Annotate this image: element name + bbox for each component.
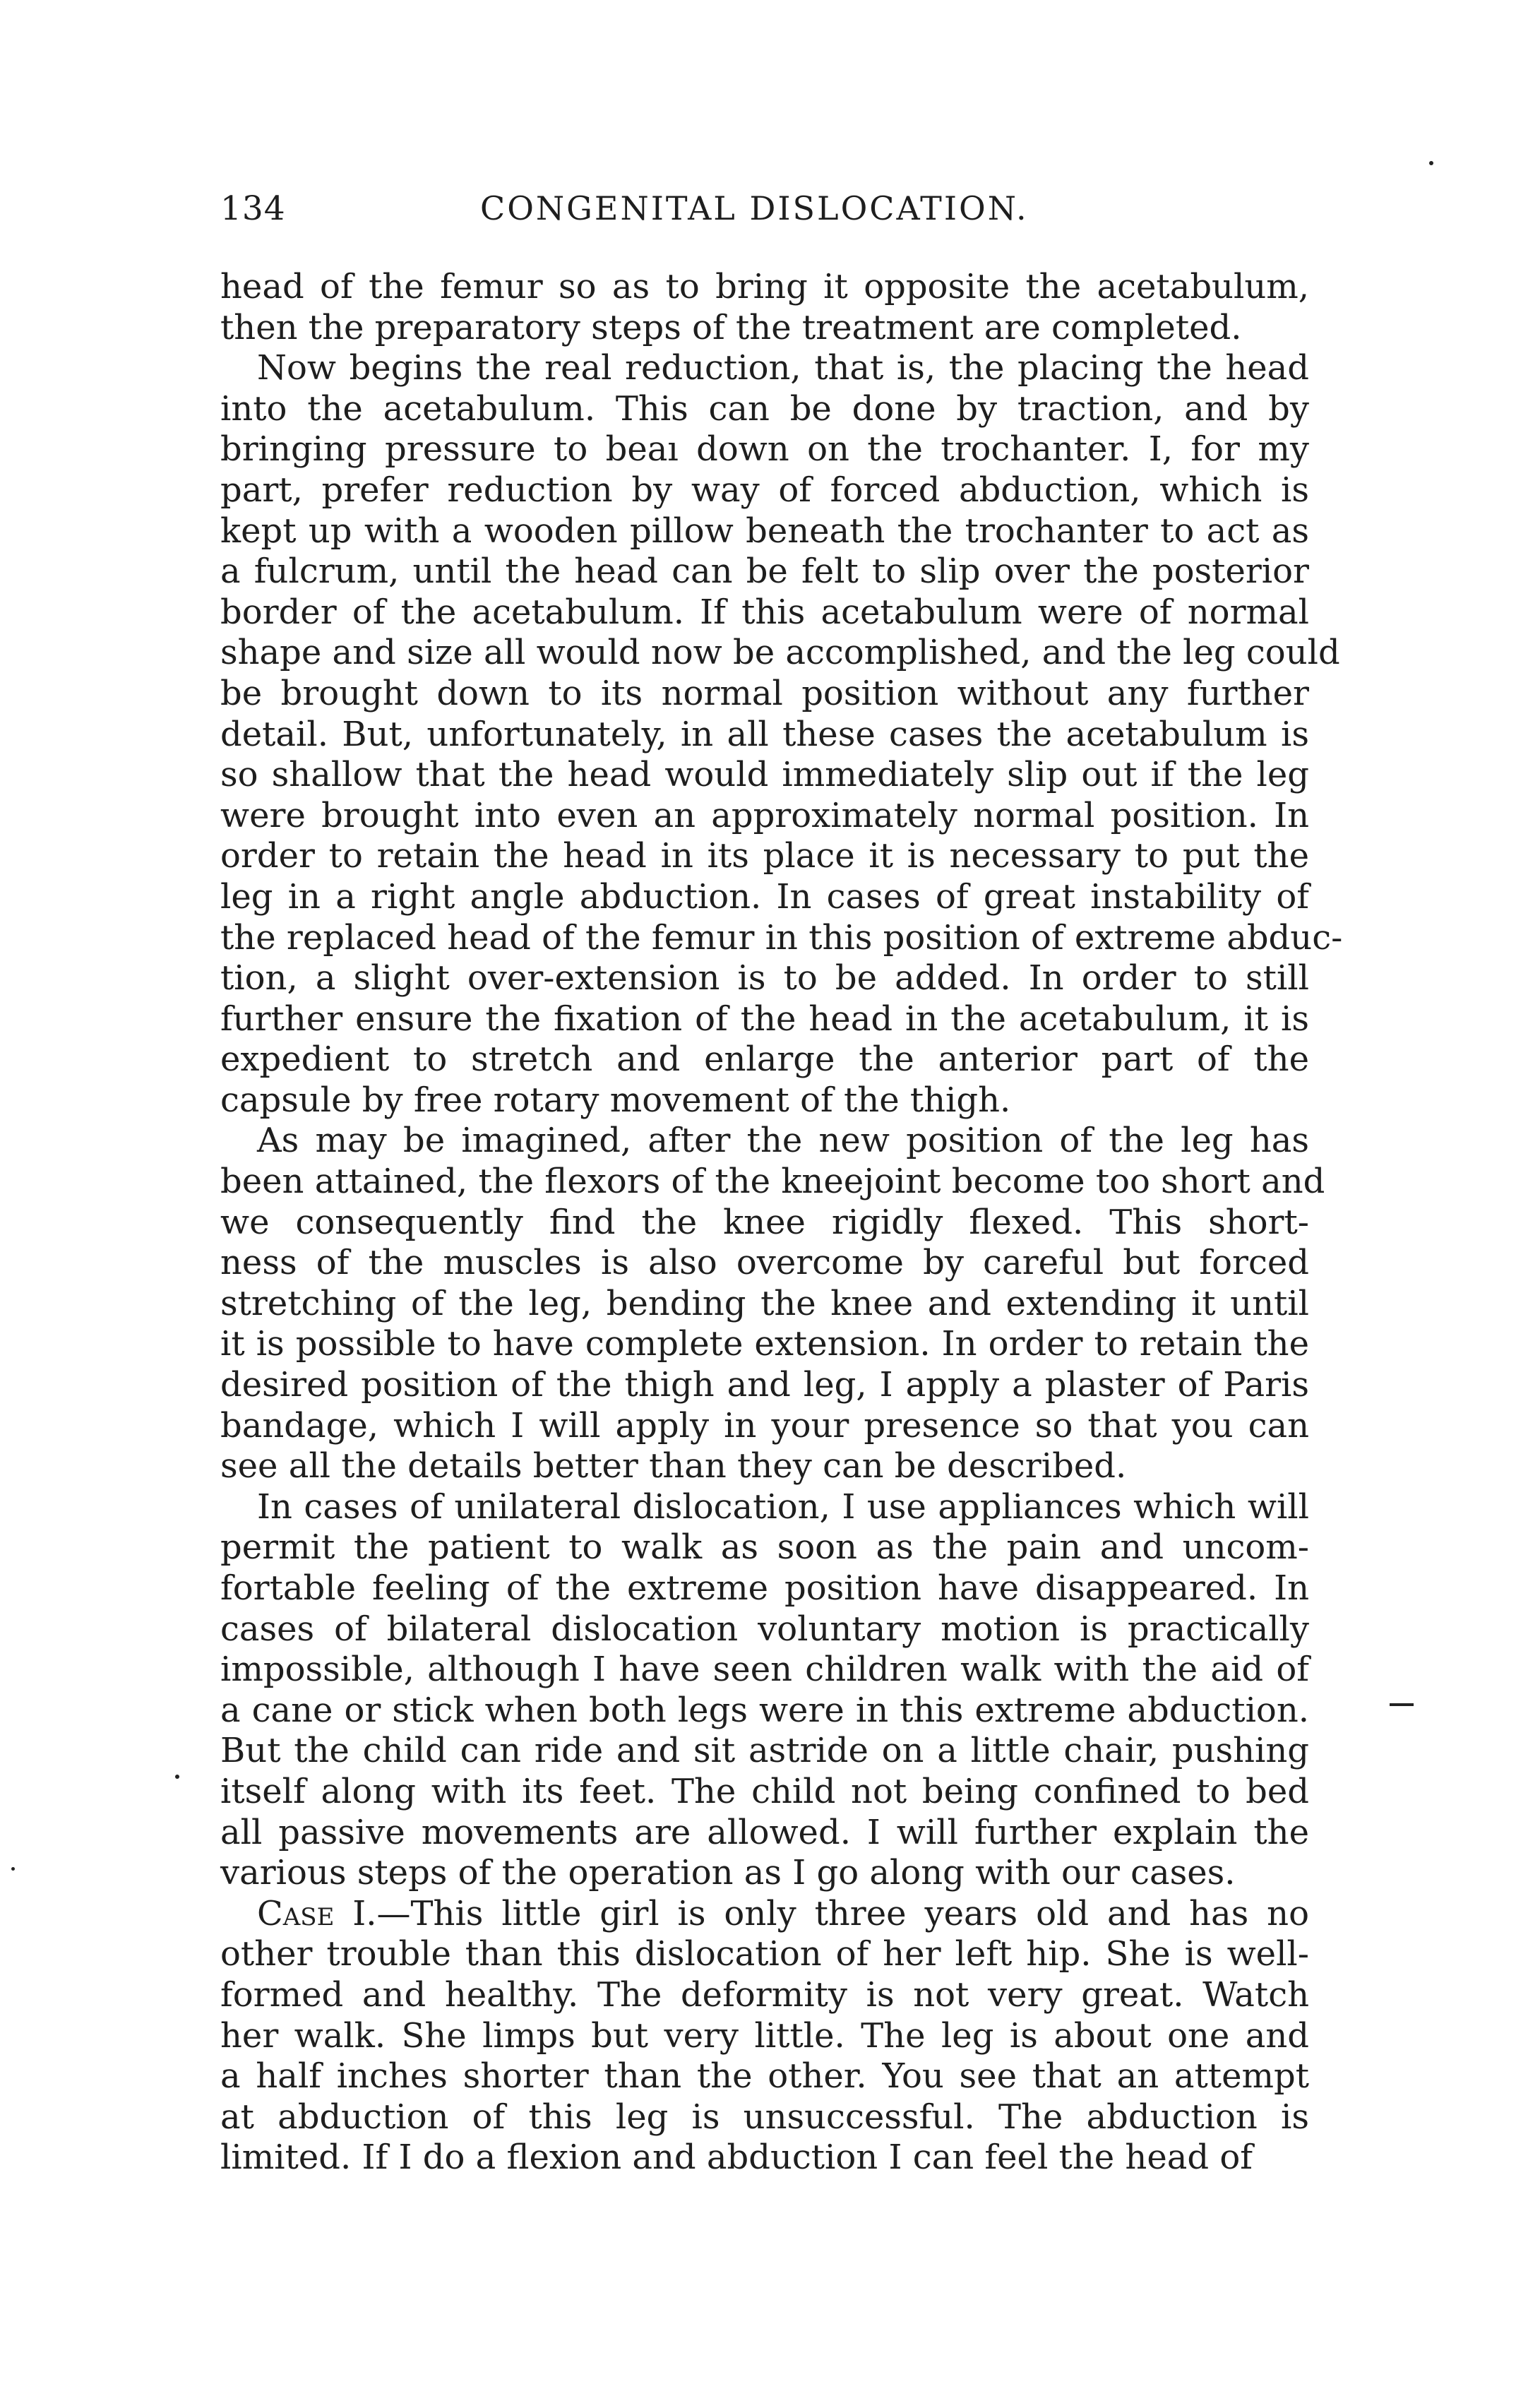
running-head: CONGENITAL DISLOCATION. bbox=[480, 189, 1029, 227]
line-text: border of the acetabulum. If this acetabulum were of normal bbox=[220, 592, 1309, 632]
text-line bbox=[220, 2097, 1309, 2138]
paragraph bbox=[220, 1894, 1309, 2178]
text-line bbox=[220, 470, 1309, 511]
text-line bbox=[220, 917, 1343, 959]
paragraph bbox=[220, 1121, 1325, 1486]
line-text: fortable feeling of the extreme position have disappeared. In bbox=[220, 1568, 1309, 1608]
line-text: see all the details better than they can be described. bbox=[220, 1446, 1127, 1486]
text-line bbox=[220, 2056, 1309, 2097]
text-line bbox=[220, 1080, 1309, 1121]
paragraph bbox=[220, 1487, 1309, 1894]
text-line bbox=[220, 1162, 1325, 1203]
line-text: be brought down to its normal position without any further bbox=[220, 673, 1309, 713]
text-line bbox=[220, 674, 1309, 715]
text-line bbox=[220, 1039, 1309, 1080]
margin-dash-mark bbox=[1390, 1703, 1414, 1706]
line-text: order to retain the head in its place it is necessary to put the bbox=[220, 836, 1309, 876]
text-line bbox=[220, 511, 1309, 552]
line-text: part, prefer reduction by way of forced abduction, which is bbox=[220, 470, 1309, 510]
text-line bbox=[220, 1406, 1309, 1447]
text-line bbox=[220, 715, 1309, 756]
line-text: into the acetabulum. This can be done by traction, and by bbox=[220, 388, 1309, 429]
paragraph bbox=[220, 267, 1309, 348]
text-line bbox=[220, 1121, 1309, 1162]
line-text: desired position of the thigh and leg, I apply a plaster of Paris bbox=[220, 1365, 1309, 1405]
text-line bbox=[220, 633, 1340, 674]
page-number: 134 bbox=[220, 189, 286, 228]
margin-speck bbox=[1429, 161, 1433, 165]
line-text: stretching of the leg, bending the knee and extending it until bbox=[220, 1283, 1309, 1323]
text-line bbox=[220, 796, 1309, 837]
text-line bbox=[220, 1203, 1309, 1244]
line-text: detail. But, unfortunately, in all these cases the acetabulum is bbox=[220, 714, 1309, 754]
line-text: shape and size all would now be accomplished, and the leg could bbox=[220, 633, 1340, 673]
text-line bbox=[220, 1284, 1309, 1325]
line-text: further ensure the fixation of the head in the acetabulum, it is bbox=[220, 999, 1309, 1039]
margin-speck bbox=[11, 1867, 15, 1871]
text-line bbox=[220, 552, 1309, 592]
text-line bbox=[220, 1772, 1309, 1813]
text-line bbox=[220, 1691, 1309, 1732]
text-line bbox=[220, 1527, 1309, 1568]
text-line bbox=[220, 877, 1309, 918]
line-text: expedient to stretch and enlarge the anterior part of the bbox=[220, 1039, 1309, 1080]
line-text: leg in a right angle abduction. In cases of great instability of bbox=[220, 876, 1309, 917]
line-text: ness of the muscles is also overcome by careful but forced bbox=[220, 1243, 1309, 1283]
line-text: a fulcrum, until the head can be felt to slip over the posterior bbox=[220, 552, 1309, 592]
line-text: capsule by free rotary movement of the thigh. bbox=[220, 1080, 1011, 1120]
line-text: Now begins the real reduction, that is, the placing the head bbox=[257, 348, 1309, 388]
text-line bbox=[220, 1487, 1309, 1528]
line-text: other trouble than this dislocation of her left hip. She is well- bbox=[220, 1934, 1309, 1974]
text-line bbox=[220, 1446, 1309, 1487]
text-line bbox=[220, 2138, 1309, 2178]
line-text: In cases of unilateral dislocation, I use appliances which will bbox=[257, 1486, 1309, 1527]
text-line bbox=[220, 267, 1309, 308]
text-line bbox=[220, 429, 1309, 470]
line-text: at abduction of this leg is unsuccessful. The abduction is bbox=[220, 2097, 1309, 2137]
paragraph bbox=[220, 348, 1343, 1121]
text-line bbox=[220, 836, 1309, 877]
line-text: permit the patient to walk as soon as the pain and uncom- bbox=[220, 1527, 1309, 1568]
body-text bbox=[220, 267, 1343, 2178]
line-text: various steps of the operation as I go along with our cases. bbox=[220, 1853, 1236, 1893]
line-text: were brought into even an approximately normal position. In bbox=[220, 795, 1309, 835]
text-line bbox=[220, 755, 1309, 796]
line-text: all passive movements are allowed. I will further explain the bbox=[220, 1812, 1309, 1852]
text-line bbox=[220, 389, 1309, 430]
text-line bbox=[220, 2016, 1309, 2057]
line-text: head of the femur so as to bring it opposite the acetabulum, bbox=[220, 267, 1309, 306]
text-line bbox=[220, 308, 1309, 349]
line-text: it is possible to have complete extension. In order to retain the bbox=[220, 1324, 1309, 1364]
line-text: been attained, the flexors of the kneejoint become too short and bbox=[220, 1162, 1325, 1202]
margin-speck bbox=[175, 1775, 179, 1779]
line-text: the replaced head of the femur in this position of extreme abduc- bbox=[220, 917, 1343, 958]
text-line bbox=[220, 1609, 1309, 1650]
line-text: But the child can ride and sit astride on a little chair, pushing bbox=[220, 1731, 1309, 1771]
line-text: formed and healthy. The deformity is not very great. Watch bbox=[220, 1974, 1309, 2015]
line-text: we consequently find the knee rigidly flexed. This short- bbox=[220, 1202, 1309, 1242]
text-line bbox=[220, 348, 1309, 389]
line-text: her walk. She limps but very little. The leg is about one and bbox=[220, 2015, 1309, 2056]
line-text: —This little girl is only three years old and has no bbox=[376, 1893, 1309, 1933]
line-text: cases of bilateral dislocation voluntary motion is practically bbox=[220, 1609, 1309, 1649]
line-text: a half inches shorter than the other. You see that an attempt bbox=[220, 2056, 1309, 2097]
line-text: itself along with its feet. The child not being confined to bed bbox=[220, 1771, 1309, 1811]
line-text: so shallow that the head would immediately slip out if the leg bbox=[220, 755, 1309, 795]
case-label: Case I. bbox=[257, 1893, 377, 1933]
text-line bbox=[220, 1813, 1309, 1854]
text-line bbox=[220, 1568, 1309, 1609]
line-text: bringing pressure to beaı down on the trochanter. I, for my bbox=[220, 429, 1309, 470]
text-line bbox=[220, 1853, 1309, 1894]
line-text: impossible, although I have seen children walk with the aid of bbox=[220, 1650, 1309, 1690]
text-line bbox=[220, 1324, 1309, 1365]
text-line bbox=[220, 1365, 1309, 1406]
text-line bbox=[220, 958, 1309, 999]
line-text: kept up with a wooden pillow beneath the trochanter to act as bbox=[220, 511, 1309, 551]
line-text: a cane or stick when both legs were in this extreme abduction. bbox=[220, 1690, 1309, 1730]
text-line bbox=[220, 1243, 1309, 1284]
text-line bbox=[220, 1934, 1309, 1975]
text-line bbox=[220, 1650, 1309, 1691]
text-line bbox=[220, 1975, 1309, 2016]
text-line bbox=[220, 592, 1309, 633]
text-line bbox=[220, 1894, 1309, 1935]
line-text: then the preparatory steps of the treatment are completed. bbox=[220, 307, 1242, 347]
page-header bbox=[220, 189, 1308, 246]
line-text: limited. If I do a flexion and abduction I can feel the head of bbox=[220, 2138, 1253, 2178]
line-text: As may be imagined, after the new position of the leg has bbox=[257, 1121, 1309, 1161]
line-text: tion, a slight over-extension is to be added. In order to still bbox=[220, 958, 1309, 999]
line-text: bandage, which I will apply in your presence so that you can bbox=[220, 1405, 1309, 1446]
text-line bbox=[220, 999, 1309, 1040]
text-line bbox=[220, 1731, 1309, 1772]
